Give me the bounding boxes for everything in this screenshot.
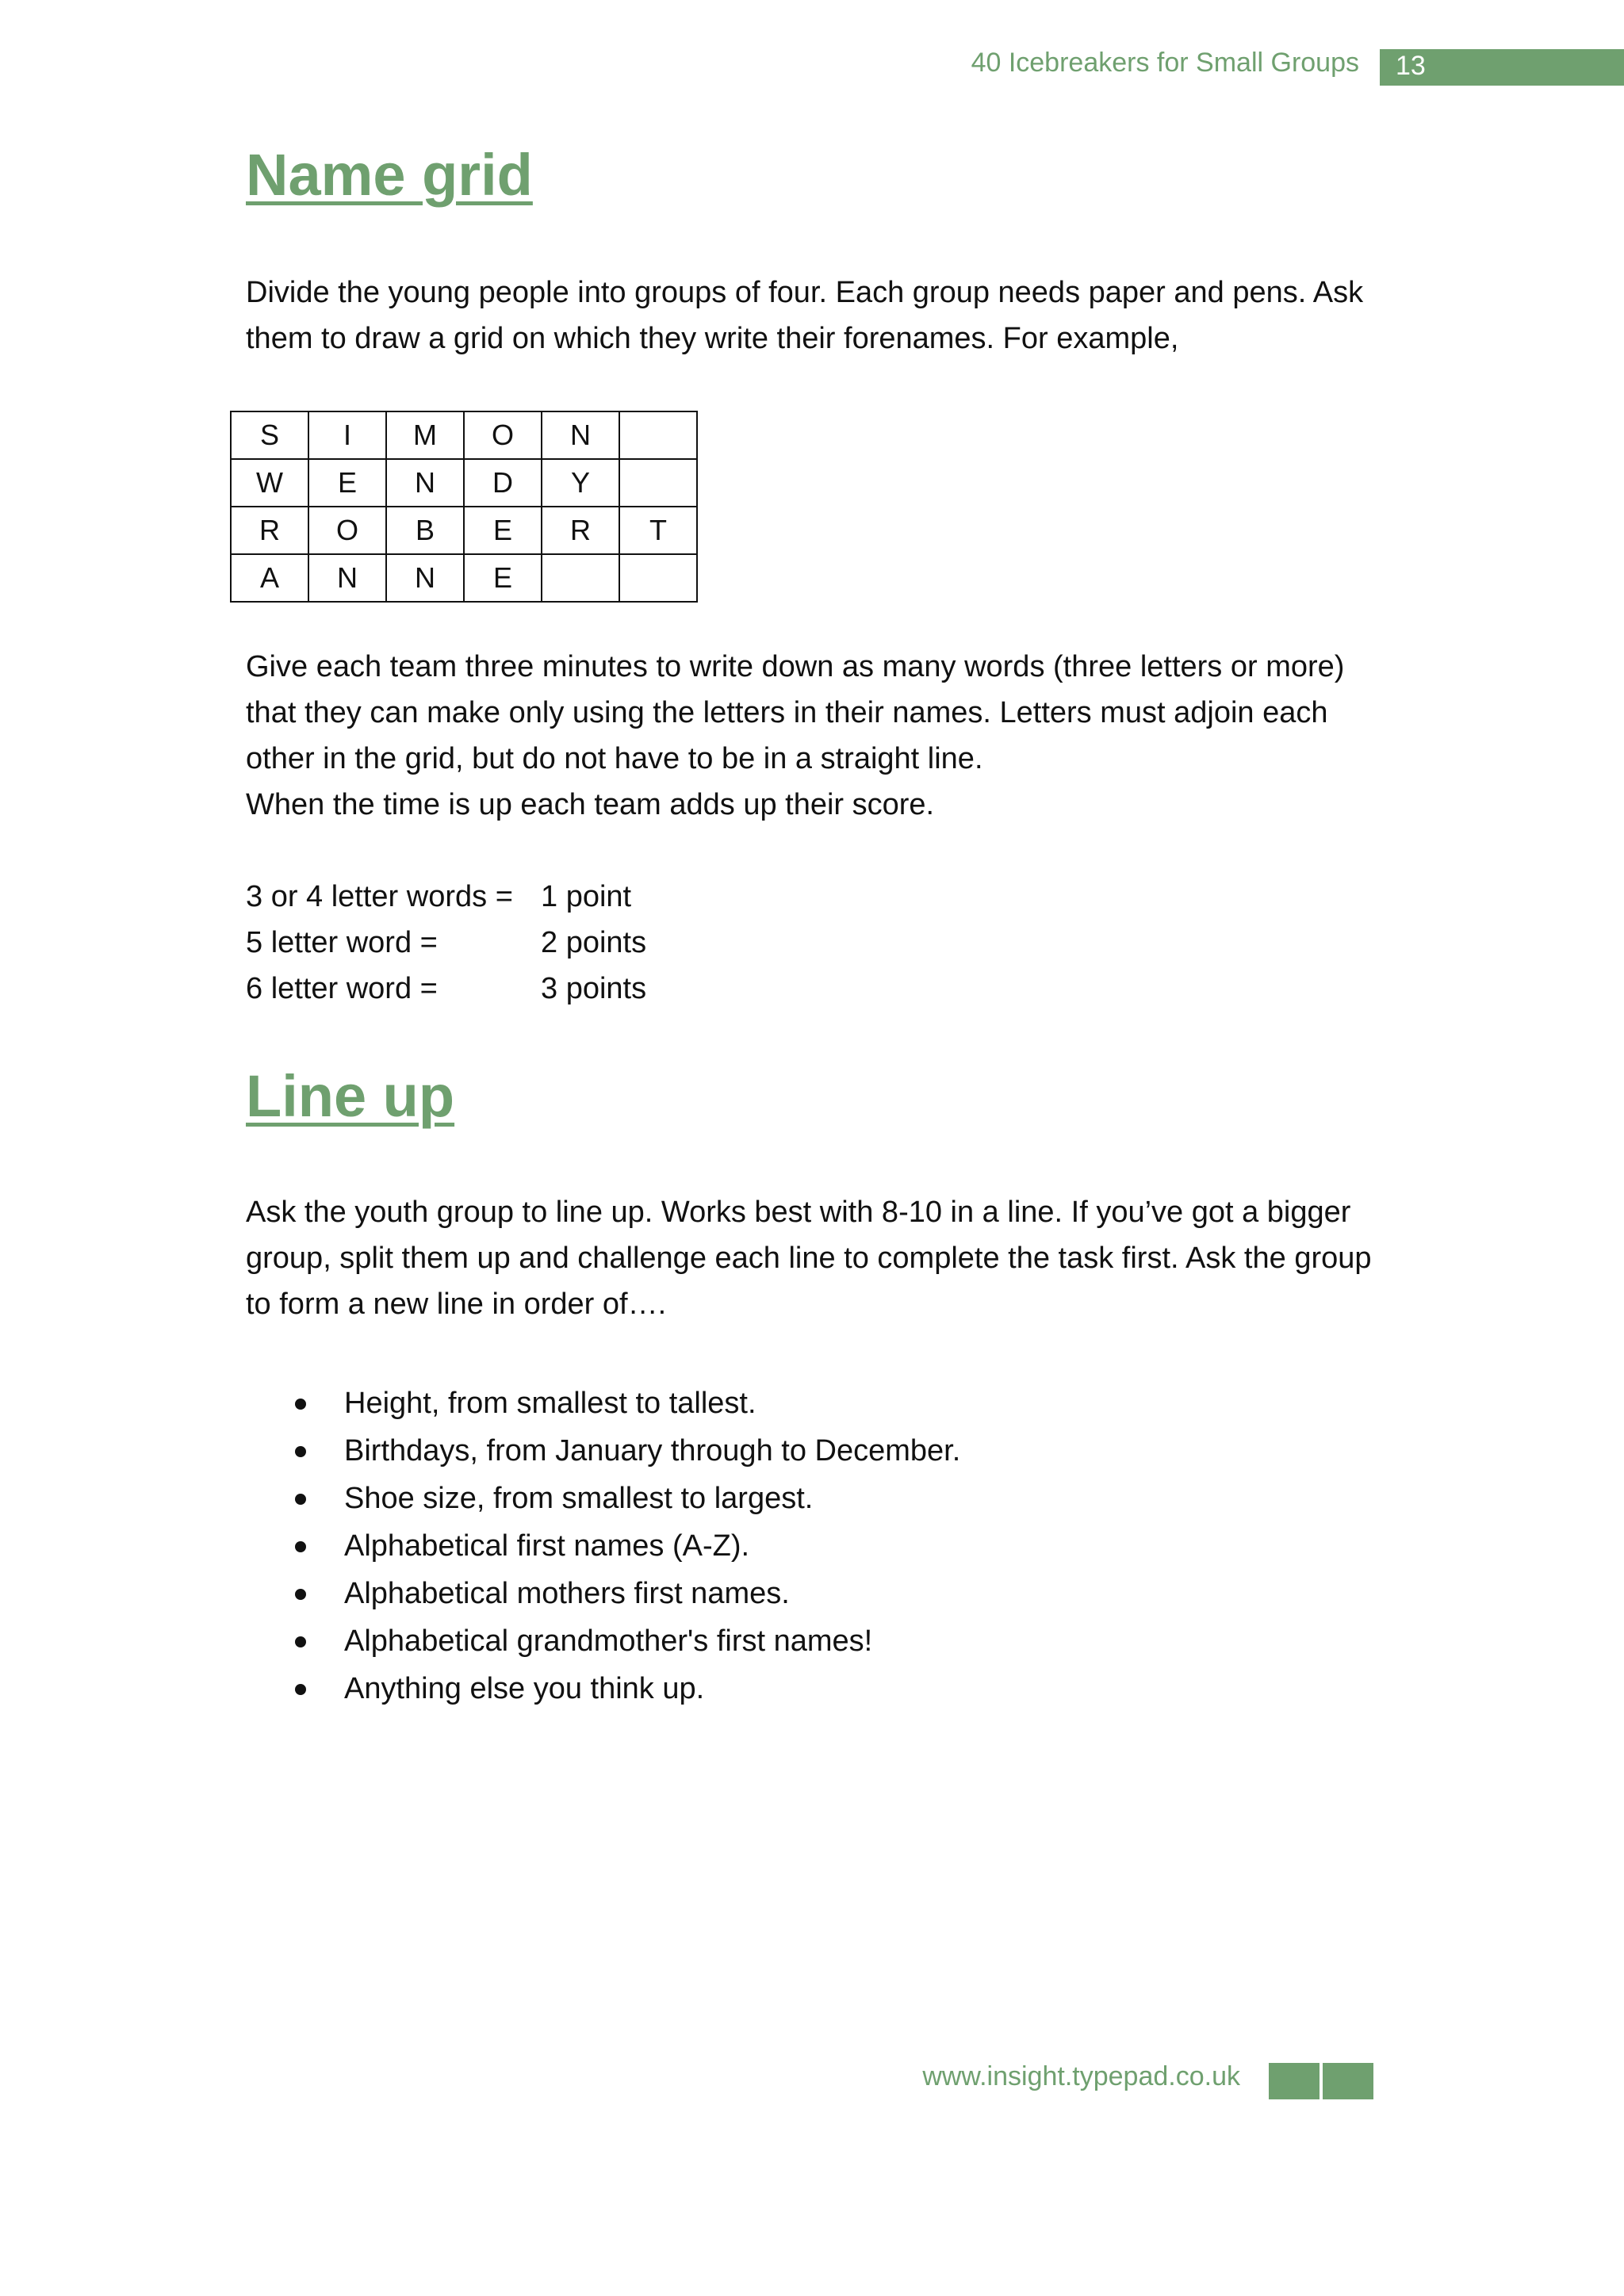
bullet-icon [295,1494,306,1505]
name-grid-instructions: Give each team three minutes to write down as many words (three letters or more) that they can make only using the letters in their names. Letters must adjoin each other in the grid, but do not have to be in a straight line. [246,650,1345,775]
grid-cell [542,554,619,602]
name-grid-table [230,411,698,603]
grid-cell: A [231,554,308,602]
name-grid-time-up: When the time is up each team adds up their score. [246,788,935,821]
list-item [246,1427,960,1475]
grid-cell: Y [542,459,619,507]
running-header-title: 40 Icebreakers for Small Groups [971,48,1359,78]
grid-cell: D [464,459,542,507]
grid-cell [619,554,697,602]
bullet-icon [295,1446,306,1457]
name-grid-heading: Name grid [246,142,533,208]
list-item [246,1475,960,1522]
bullet-icon [295,1589,306,1600]
list-item [246,1380,960,1427]
name-grid-intro: Divide the young people into groups of four. Each group needs paper and pens. Ask them to draw a grid on which they write their forenames. For example, [246,276,1364,355]
scoring-label: 6 letter word = [246,972,438,1005]
footer-url: www.insight.typepad.co.uk [922,2061,1240,2091]
grid-cell: O [464,411,542,459]
grid-cell: W [231,459,308,507]
scoring-value: 2 points [541,926,647,959]
grid-cell: N [386,459,464,507]
bullet-icon [295,1541,306,1552]
list-item [246,1665,960,1712]
footer-decor-block [1323,2063,1373,2099]
line-up-list [246,1380,960,1712]
page-number-badge [1380,49,1624,86]
grid-cell: B [386,507,464,554]
list-item-text: Height, from smallest to tallest. [344,1387,756,1420]
grid-row [231,459,697,507]
list-item [246,1617,960,1665]
grid-cell: T [619,507,697,554]
grid-cell: M [386,411,464,459]
line-up-heading: Line up [246,1063,455,1129]
grid-cell: S [231,411,308,459]
list-item-text: Anything else you think up. [344,1672,705,1705]
grid-row [231,554,697,602]
grid-cell: I [308,411,386,459]
page-number: 13 [1396,51,1426,81]
line-up-intro: Ask the youth group to line up. Works best with 8-10 in a line. If you’ve got a bigger group, split them up and challenge each line to complete the task first. Ask the group to form a new line in order of…. [246,1196,1372,1321]
grid-cell: E [308,459,386,507]
grid-cell: E [464,507,542,554]
scoring-label: 5 letter word = [246,926,438,959]
scoring-value: 3 points [541,972,647,1005]
scoring-label: 3 or 4 letter words = [246,880,513,913]
grid-row [231,411,697,459]
list-item-text: Alphabetical grandmother's first names! [344,1624,873,1658]
footer-decor-block [1269,2063,1320,2099]
list-item-text: Shoe size, from smallest to largest. [344,1482,814,1515]
list-item-text: Birthdays, from January through to December. [344,1434,961,1468]
grid-cell: N [542,411,619,459]
list-item [246,1522,960,1570]
grid-cell [619,459,697,507]
grid-cell: E [464,554,542,602]
bullet-icon [295,1636,306,1647]
list-item-text: Alphabetical mothers first names. [344,1577,790,1610]
list-item-text: Alphabetical first names (A-Z). [344,1529,750,1563]
grid-cell: R [542,507,619,554]
grid-row [231,507,697,554]
grid-cell [619,411,697,459]
grid-cell: N [386,554,464,602]
grid-cell: O [308,507,386,554]
list-item [246,1570,960,1617]
scoring-value: 1 point [541,880,632,913]
grid-cell: N [308,554,386,602]
bullet-icon [295,1684,306,1695]
grid-cell: R [231,507,308,554]
bullet-icon [295,1399,306,1410]
